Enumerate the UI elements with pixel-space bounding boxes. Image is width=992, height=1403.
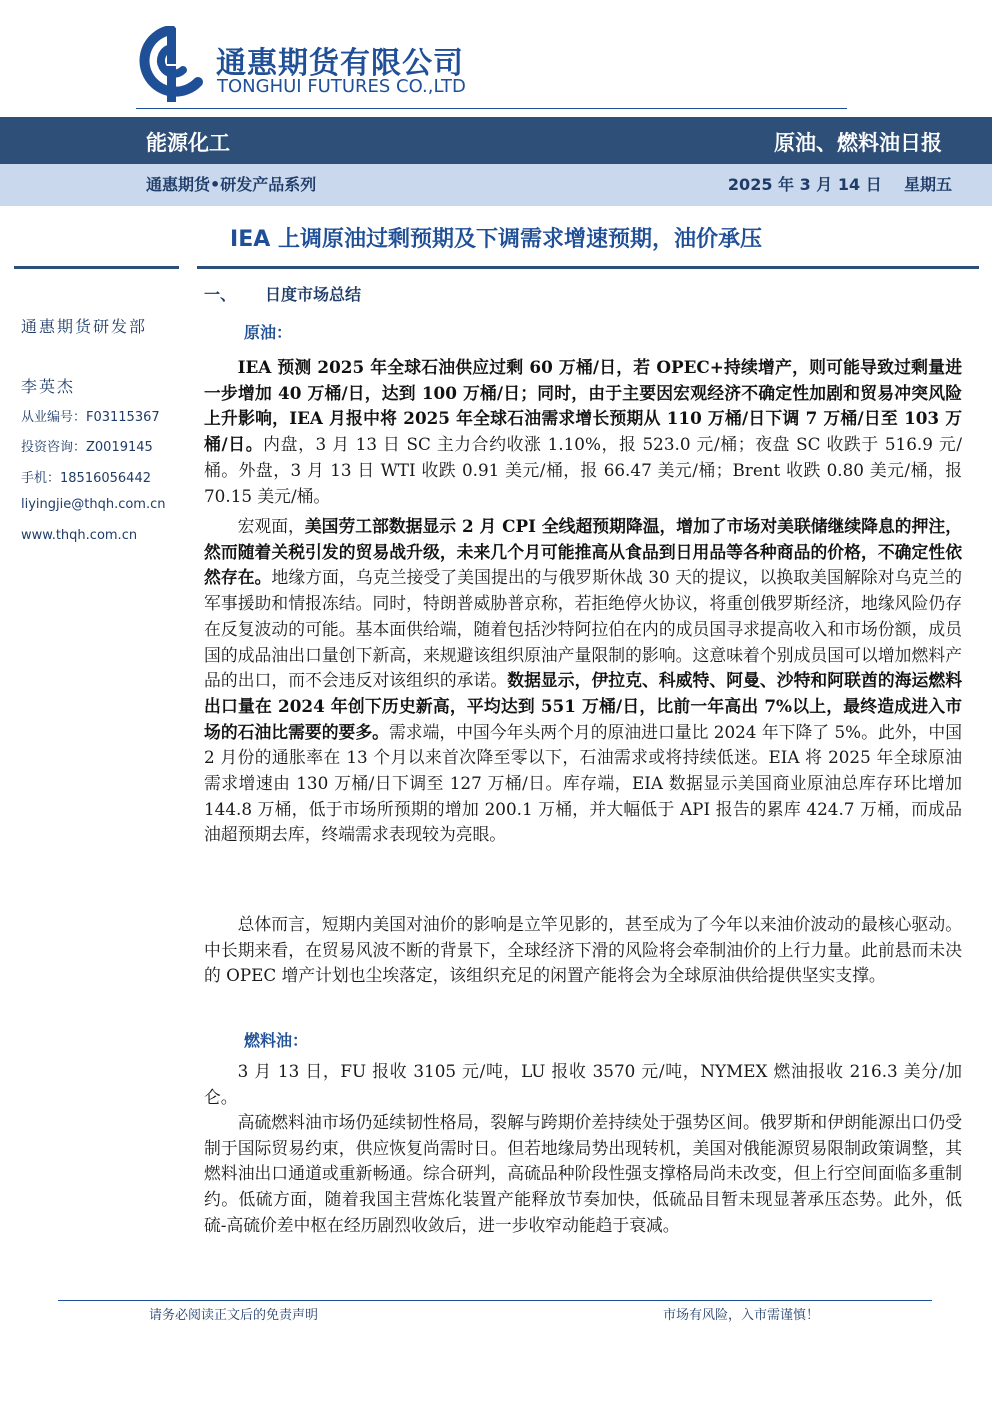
report-type: 原油、燃料油日报 bbox=[774, 131, 942, 155]
section-title: 日度市场总结 bbox=[265, 285, 362, 304]
analyst-consulting-id: 投资咨询：Z0019145 bbox=[21, 440, 153, 455]
crude-p2-text-2: 需求端，中国今年头两个月的原油进口量比 2024 年下降了 5%。此外，中国 2 月份的通胀率在 13 个月以来首次降至零以下，石油需求或将持续低迷。EIA 将 2025 年全球原油需求增速由 130 万桶/日下调至 127 万桶/日。库存端，EIA 数据显示美国商业原油总库存环比增加 144.8 万桶，低于市场所预期的增加 200.1 万桶，并大幅低于 API 报告的累库 424.7 万桶，而成品油超预期去库，终端需求表现较为亮眼。 bbox=[204, 721, 962, 845]
crude-p1-highlight: IEA 预测 2025 年全球石油供应过剩 60 万桶/日，若 OPEC+持续增产，则可能导致过剩量进一步增加 40 万桶/日，达到 100 万桶/日；同时，由于主要因宏观经济不确定性加剧和贸易冲突风险上升影响，IEA 月报中将 2025 年全球石油需求增长预期从 110 万桶/日下调 7 万桶/日至 103 万桶/日。 bbox=[204, 357, 962, 455]
analyst-name: 李英杰 bbox=[21, 377, 76, 396]
company-website-link[interactable]: www.thqh.com.cn bbox=[21, 528, 138, 543]
crude-p2-highlight-2: 数据显示，伊拉克、科威特、阿曼、沙特和阿联酋的海运燃料出口量在 2024 年创下历史新高，平均达到 551 万桶/日，比前一年高出 7%以上，最终造成进入市场的石油比需要的要多。 bbox=[204, 670, 962, 742]
crude-p2-highlight-1: 美国劳工部数据显示 2 月 CPI 全线超预期降温，增加了市场对美联储继续降息的押注，然而随着关税引发的贸易战升级，未来几个月可能推高从食品到日用品等各种商品的价格，不确定性依然存在。 bbox=[204, 516, 962, 588]
company-name-en: TONGHUI FUTURES CO.,LTD bbox=[217, 76, 466, 97]
header-divider bbox=[136, 108, 847, 109]
product-series: 通惠期货•研发产品系列 bbox=[146, 175, 317, 194]
report-category: 能源化工 bbox=[146, 131, 230, 155]
disclaimer-notice: 请务必阅读正文后的免责声明 bbox=[149, 1308, 319, 1323]
analyst-email-link[interactable]: liyingjie@thqh.com.cn bbox=[21, 497, 166, 512]
crude-paragraph-3: 总体而言，短期内美国对油价的影响是立竿见影的，甚至成为了今年以来油价波动的最核心驱动。中长期来看，在贸易风波不断的背景下，全球经济下滑的风险将会牵制油价的上行力量。此前悬而未决的 OPEC 增产计划也尘埃落定，该组织充足的闲置产能将会为全球原油供给提供坚实支撑。 bbox=[204, 914, 962, 986]
company-name-cn: 通惠期货有限公司 bbox=[216, 46, 464, 81]
footer-divider bbox=[58, 1300, 932, 1301]
crude-oil-heading: 原油： bbox=[244, 323, 293, 342]
crude-paragraph-2 bbox=[204, 514, 962, 848]
crude-paragraph-1 bbox=[204, 355, 962, 509]
fuel-paragraph-2: 高硫燃料油市场仍延续韧性格局，裂解与跨期价差持续处于强势区间。俄罗斯和伊朗能源出口仍受制于国际贸易约束，供应恢复尚需时日。但若地缘局势出现转机，美国对俄能源贸易限制政策调整，其燃料油出口通道或重新畅通。综合研判，高硫品种阶段性强支撑格局尚未改变，但上行空间面临多重制约。低硫方面，随着我国主营炼化装置产能释放节奏加快，低硫品目暂未现显著承压态势。此外，低硫-高硫价差中枢在经历剧烈收敛后，进一步收窄动能趋于衰减。 bbox=[204, 1112, 962, 1235]
report-date: 2025 年 3 月 14 日 星期五 bbox=[727, 175, 952, 194]
analyst-phone: 手机：18516056442 bbox=[21, 471, 151, 486]
company-logo-icon bbox=[136, 26, 206, 104]
crude-p2-lead: 宏观面， bbox=[237, 516, 305, 536]
sidebar-title-rule bbox=[14, 266, 179, 269]
content-title-rule bbox=[197, 266, 979, 269]
fuel-paragraph-1: 3 月 13 日，FU 报收 3105 元/吨，LU 报收 3570 元/吨，NYMEX 燃油报收 216.3 美分/加仑。 bbox=[204, 1061, 962, 1107]
crude-p2-text-1: 地缘方面，乌克兰接受了美国提出的与俄罗斯休战 30 天的提议，以换取美国解除对乌克兰的军事援助和情报冻结。同时，特朗普威胁普京称，若拒绝停火协议，将重创俄罗斯经济，地缘风险仍存在反复波动的可能。基本面供给端，随着包括沙特阿拉伯在内的成员国寻求提高收入和市场份额，成员国的成品油出口量创下新高，来规避该组织原油产量限制的影响。这意味着个别成员国可以增加燃料产品的出口，而不会违反对该组织的承诺。 bbox=[204, 567, 962, 691]
crude-p1-text: 内盘，3 月 13 日 SC 主力合约收涨 1.10%，报 523.0 元/桶；夜盘 SC 收跌于 516.9 元/桶。外盘，3 月 13 日 WTI 收跌 0.91 美元/桶，报 66.47 美元/桶；Brent 收跌 0.80 美元/桶，报 70.15 美元/桶。 bbox=[204, 434, 962, 506]
risk-warning: 市场有风险，入市需谨慎！ bbox=[662, 1308, 819, 1323]
report-headline: IEA 上调原油过剩预期及下调需求增速预期，油价承压 bbox=[230, 227, 762, 252]
fuel-oil-heading: 燃料油： bbox=[244, 1031, 309, 1050]
research-department: 通惠期货研发部 bbox=[21, 317, 148, 336]
section-number: 一、 bbox=[204, 285, 237, 304]
analyst-license: 从业编号：F03115367 bbox=[21, 410, 160, 425]
